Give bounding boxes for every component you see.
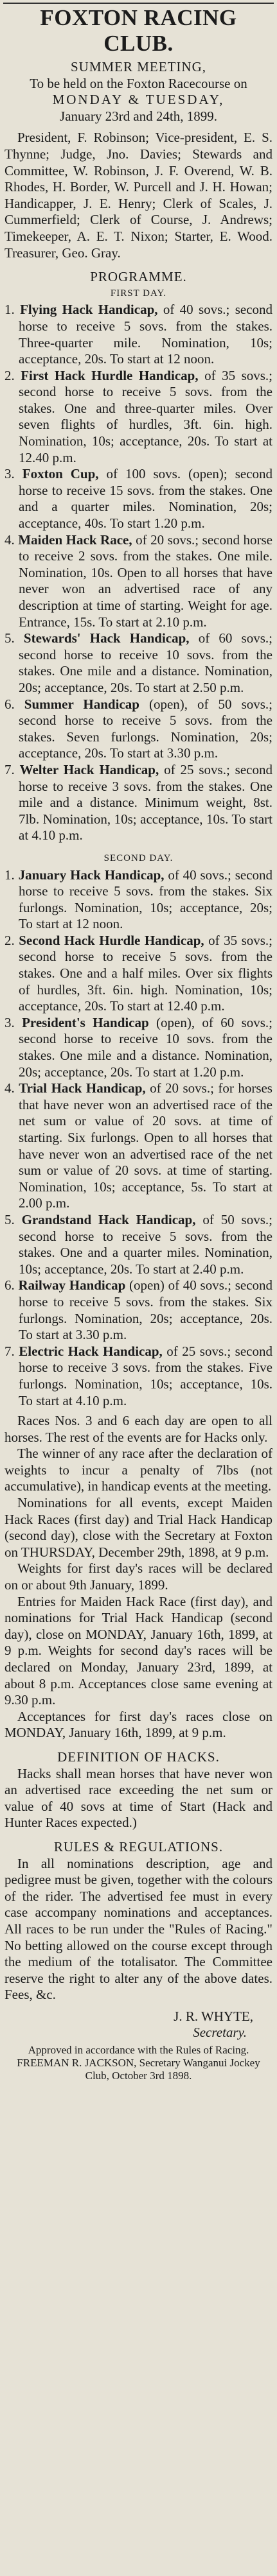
event-number: 4. xyxy=(4,532,15,548)
secretary-name: J. R. WHYTE, xyxy=(174,2008,253,2024)
event-name: Stewards' Hack Handicap, xyxy=(23,630,190,646)
event-item xyxy=(4,1277,273,1343)
event-details: of 40 sovs.; second horse to receive 5 sovs. from the stakes. Six furlongs. Nomination, 10s; acceptance, 20s; To start at 12 noon. xyxy=(19,867,273,932)
event-details: of 40 sovs.; second horse to receive 5 sovs. from the stakes. Three-quarter mile. Nomination, 10s; acceptance, 20s. To start at 12 noon. xyxy=(19,302,273,367)
event-number: 6. xyxy=(4,1277,15,1293)
event-name: Trial Hack Handicap, xyxy=(19,1080,146,1096)
event-item xyxy=(4,1344,273,1409)
condition-paragraph: Entries for Maiden Hack Race (first day), and nominations for Trial Hack Handicap (second day), close on MONDAY, January 16th, 1899, at 9 p.m. Weights for second day's races will be declared on Monday, January 23rd, 1899, at about 8 p.m. Acceptances close same evening at 9.30 p.m. xyxy=(4,1593,273,1708)
meeting-days: MONDAY & TUESDAY, xyxy=(52,92,225,108)
event-name: Welter Hack Handicap, xyxy=(19,761,159,777)
event-item xyxy=(4,762,273,844)
event-item xyxy=(4,696,273,762)
event-item xyxy=(4,532,273,631)
event-number: 5. xyxy=(4,630,15,646)
secretary-title: Secretary. xyxy=(193,2025,247,2041)
condition-paragraph: Nominations for all events, except Maiden Hack Races (first day) and Trial Hack Handicap (second day), close with the Secretary at Foxton on THURSDAY, December 29th, 1898, at 9 p.m. xyxy=(4,1495,273,1560)
programme-heading: PROGRAMME. xyxy=(90,269,187,285)
top-rule xyxy=(3,3,274,4)
approval-note: Approved in accordance with the Rules of Racing. FREEMAN R. JACKSON, Secretary Wanganui Jockey Club, October 3rd 1898. xyxy=(17,2044,260,2082)
event-name: First Hack Hurdle Handicap, xyxy=(21,367,199,383)
event-number: 5. xyxy=(4,1211,15,1227)
event-name: January Hack Handicap, xyxy=(18,867,165,883)
event-item xyxy=(4,630,273,696)
definition-heading: DEFINITION OF HACKS. xyxy=(57,1749,220,1765)
meeting-dates: January 23rd and 24th, 1899. xyxy=(60,108,217,124)
event-item xyxy=(4,466,273,532)
conditions xyxy=(4,1413,273,1742)
event-name: Grandstand Hack Handicap, xyxy=(21,1211,196,1227)
event-number: 2. xyxy=(4,367,15,383)
event-item xyxy=(4,368,273,467)
event-details: of 60 sovs.; second horse to receive 10 sovs. from the stakes. One mile and a distance. Nomination, 20s; acceptance, 20s. To start at 2.50 p.m. xyxy=(19,630,273,695)
event-details: of 20 sovs.; second horse to receive 2 sovs. from the stakes. One mile. Nomination, 10s. Open to all horses that have never won an advertised race of any description at time of starting. Weight for age. Entrance, 15s. To start at 2.10 p.m. xyxy=(19,532,273,630)
condition-paragraph: Races Nos. 3 and 6 each day are open to all horses. The rest of the events are for Hacks only. xyxy=(4,1413,273,1445)
event-name: Summer Handicap xyxy=(24,696,139,712)
event-details: of 20 sovs.; for horses that have never won an advertised race of the net sum or value of 20 sovs. at time of starting. Six furlongs. Open to all horses that have never won an advertised race of the net sum or value of 20 sovs. at time of starting. Nomination, 10s; acceptance, 5s. To start at 2.00 p.m. xyxy=(19,1080,273,1211)
event-details: of 35 sovs.; second horse to receive 5 sovs. from the stakes. One and a half miles. Over six flights of hurdles, 3ft. 6in. high. Nomination, 10s; acceptance, 20s. To start at 12.40 p.m. xyxy=(19,932,273,1014)
event-details: of 25 sovs.; second horse to receive 3 sovs. from the stakes. Five furlongs. Nomination, 10s; acceptance, 10s. To start at 4.10 p.m. xyxy=(19,1343,273,1408)
event-item xyxy=(4,1080,273,1212)
event-name: Flying Hack Handicap, xyxy=(20,302,158,318)
condition-paragraph: Weights for first day's races will be declared on or about 9th January, 1899. xyxy=(4,1560,273,1593)
event-name: Electric Hack Handicap, xyxy=(19,1343,163,1359)
event-details: (open) of 40 sovs.; second horse to receive 5 sovs. from the stakes. Six furlongs. Nomination, 20s; acceptance, 20s. To start at 3.30 p.m. xyxy=(19,1277,273,1343)
venue-line: To be held on the Foxton Racecourse on xyxy=(30,75,247,91)
event-details: (open), of 50 sovs.; second horse to receive 5 sovs. from the stakes. Seven furlongs. Nomination, 20s; acceptance, 20s. To start at 3.30 p.m. xyxy=(19,696,273,761)
event-item xyxy=(4,1015,273,1080)
event-item xyxy=(4,1212,273,1277)
event-details: of 100 sovs. (open); second horse to receive 15 sovs. from the stakes. One and a quarter miles. Nomination, 20s; acceptance, 40s. To start 1.20 p.m. xyxy=(19,466,273,532)
event-details: (open), of 60 sovs.; second horse to receive 10 sovs. from the stakes. One mile and a distance. Nomination, 20s; acceptance, 20s. To start at 1.20 p.m. xyxy=(19,1014,273,1080)
event-name: President's Handicap xyxy=(22,1014,149,1030)
event-name: Maiden Hack Race, xyxy=(18,532,132,548)
event-details: of 50 sovs.; second horse to receive 5 sovs. from the stakes. One and a quarter miles. Nomination, 10s; acceptance, 20s. To start at 2.40 p.m. xyxy=(19,1211,273,1277)
event-details: of 25 sovs.; second horse to receive 3 sovs. from the stakes. One mile and a distance. Minimum weight, 8st. 7lb. Nomination, 10s; acceptance, 10s. To start at 4.10 p.m. xyxy=(19,761,273,843)
event-number: 6. xyxy=(4,696,15,712)
event-name: Second Hack Hurdle Handicap, xyxy=(19,932,204,948)
event-name: Foxton Cup, xyxy=(22,466,99,482)
officials: President, F. Robinson; Vice-president, E. S. Thynne; Judge, Jno. Davies; Stewards and Committee, W. Robinson, J. F. Overend, W. B. Rhodes, H. Border, W. Purcell and J. H. Howan; Handicapper, J. E. Henry; Clerk of Scales, J. Cummerfield; Clerk of Course, J. Andrews; Timekeeper, A. E. T. Nixon; Starter, E. Wood. Treasurer, Geo. Gray. xyxy=(4,130,273,261)
event-number: 3. xyxy=(4,466,15,482)
meeting-name: SUMMER MEETING, xyxy=(70,59,206,74)
first-day-heading: FIRST DAY. xyxy=(110,288,167,298)
event-item xyxy=(4,867,273,933)
definition-text: Hacks shall mean horses that have never won an advertised race exceeding the net sum or value of 40 sovs at time of Start (Hack and Hunter Races expected.) xyxy=(4,1765,273,1831)
condition-paragraph: Acceptances for first day's races close on MONDAY, January 16th, 1899, at 9 p.m. xyxy=(4,1708,273,1741)
event-number: 1. xyxy=(4,867,15,883)
event-name: Railway Handicap xyxy=(18,1277,126,1293)
rules-text: In all nominations description, age and pedigree must be given, together with the colours of the rider. The advertised fee must in every case accompany nominations and acceptances. All races to be run under the "Rules of Racing." No betting allowed on the course except through the medium of the totalisator. The Committee reserve the right to alter any of the above dates. Fees, &c. xyxy=(4,1855,273,2003)
event-number: 1. xyxy=(4,302,15,318)
event-number: 7. xyxy=(4,1343,15,1359)
event-details: of 35 sovs.; second horse to receive 5 sovs. from the stakes. One and three-quarter miles. Over seven flights of hurdles, 3ft. 6in. high. Nomination, 10s; acceptance, 20s. To start at 12.40 p.m. xyxy=(19,367,273,465)
second-day-events xyxy=(4,867,273,1410)
event-item xyxy=(4,302,273,367)
second-day-heading: SECOND DAY. xyxy=(103,852,174,863)
first-day-events xyxy=(4,302,273,844)
event-item xyxy=(4,933,273,1015)
condition-paragraph: The winner of any race after the declaration of weights to incur a penalty of 7lbs (not accumulative), in handicap events at the meeting. xyxy=(4,1446,273,1494)
event-number: 7. xyxy=(4,761,15,777)
club-title: FOXTON RACING CLUB. xyxy=(40,5,237,56)
event-number: 4. xyxy=(4,1080,15,1096)
event-number: 3. xyxy=(4,1014,15,1030)
event-number: 2. xyxy=(4,932,15,948)
rules-heading: RULES & REGULATIONS. xyxy=(53,1838,224,1854)
